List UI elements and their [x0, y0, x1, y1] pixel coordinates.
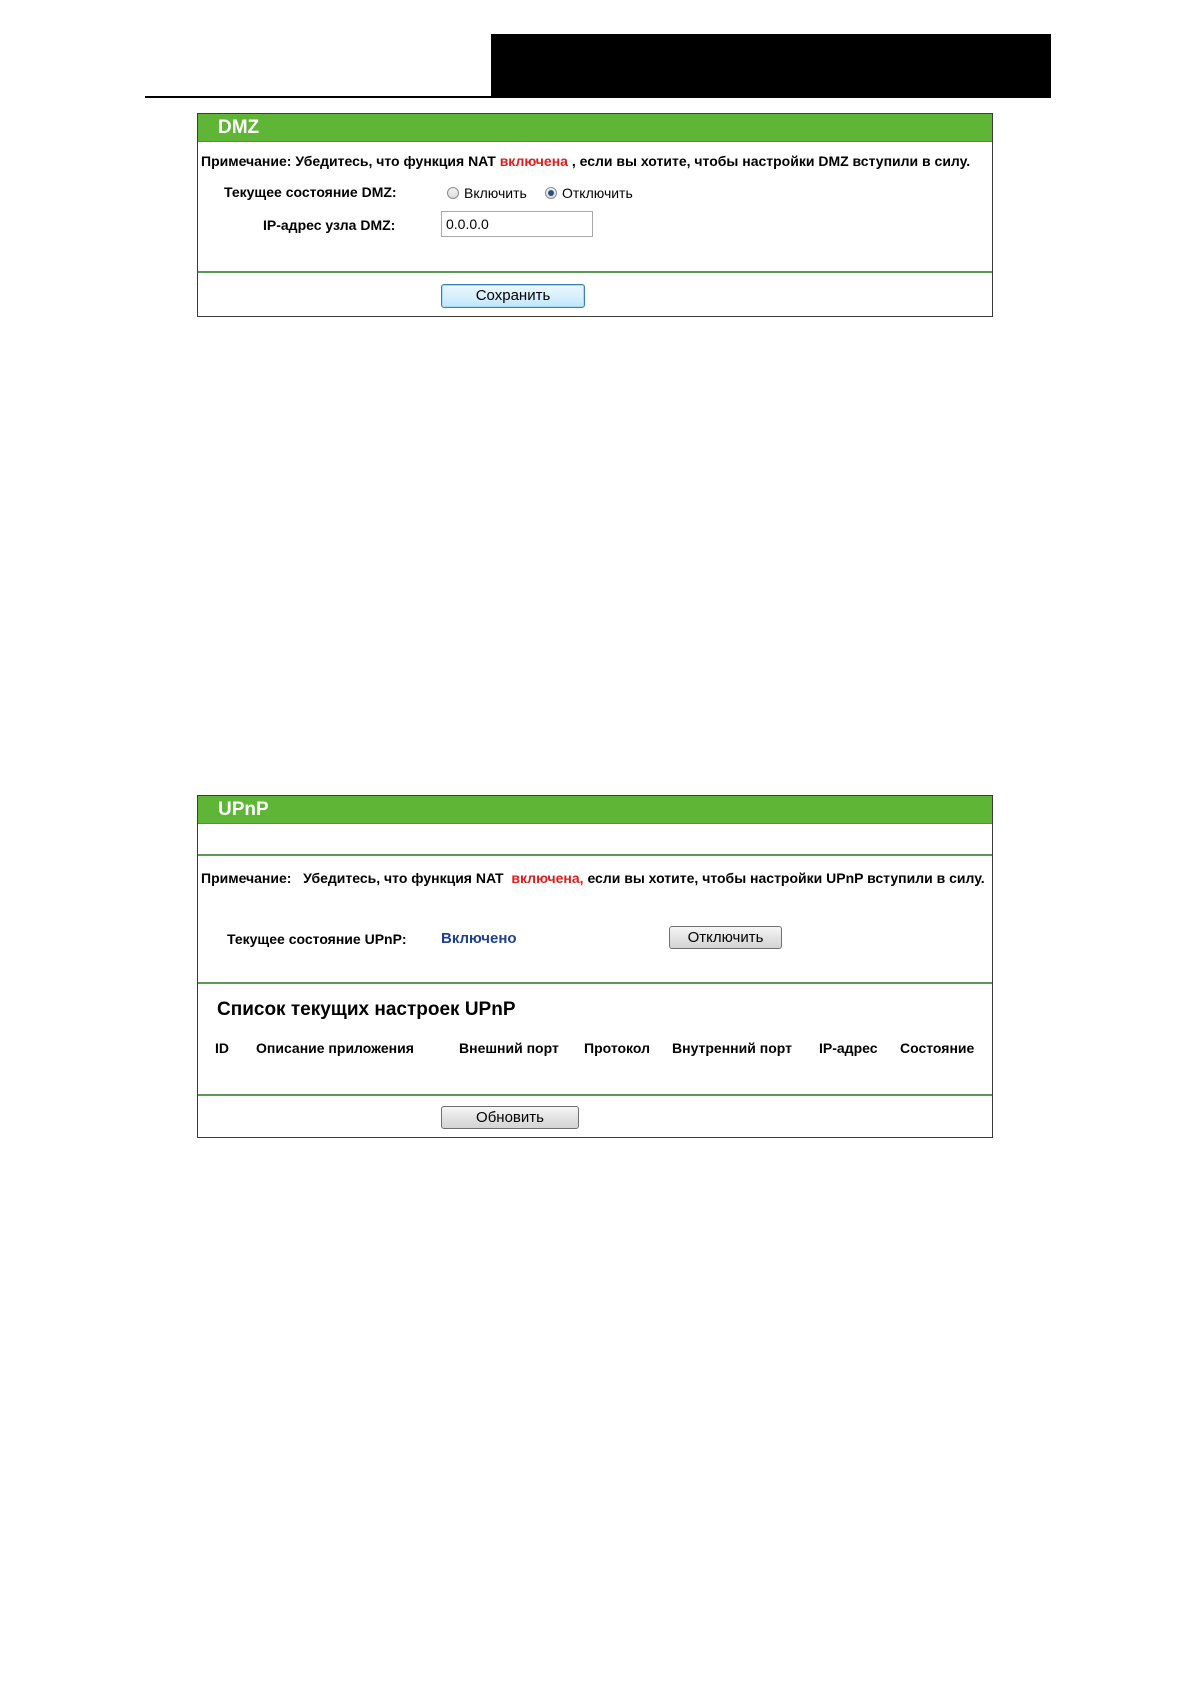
upnp-note-highlight: включена,: [511, 870, 584, 886]
radio-checked-icon[interactable]: [545, 187, 557, 199]
upnp-list-heading: Список текущих настроек UPnP: [217, 999, 516, 1020]
radio-unchecked-icon[interactable]: [447, 187, 459, 199]
dmz-note-suffix: , если вы хотите, чтобы настройки DMZ вступили в силу.: [571, 153, 971, 169]
dmz-note: [201, 153, 970, 169]
dmz-radio-disable[interactable]: [545, 184, 633, 202]
upnp-col-internal-port: Внутренний порт: [672, 1040, 792, 1056]
dmz-divider: [198, 271, 992, 273]
upnp-note-label: Примечание:: [201, 870, 292, 886]
dmz-radio-enable[interactable]: [447, 184, 527, 202]
document-header-bar: [491, 34, 1051, 96]
dmz-status-label: Текущее состояние DMZ:: [224, 184, 397, 200]
upnp-col-external-port: Внешний порт: [459, 1040, 559, 1056]
dmz-ip-label: IP-адрес узла DMZ:: [263, 217, 396, 233]
dmz-note-highlight: включена: [499, 153, 568, 169]
upnp-note-suffix: если вы хотите, чтобы настройки UPnP вступили в силу.: [587, 870, 985, 886]
save-button[interactable]: Сохранить: [441, 284, 585, 308]
document-header-rule: [145, 96, 1051, 98]
upnp-col-description: Описание приложения: [256, 1040, 414, 1056]
refresh-button[interactable]: Обновить: [441, 1106, 579, 1129]
dmz-radio-disable-label: Отключить: [562, 184, 633, 201]
upnp-col-status: Состояние: [900, 1040, 975, 1056]
upnp-divider-top: [198, 854, 992, 856]
upnp-note-prefix: Убедитесь, что функция NAT: [303, 870, 504, 886]
dmz-radio-enable-label: Включить: [464, 184, 527, 201]
upnp-disable-button[interactable]: Отключить: [669, 926, 782, 949]
upnp-status-label: Текущее состояние UPnP:: [227, 931, 407, 947]
upnp-col-protocol: Протокол: [584, 1040, 650, 1056]
upnp-panel-title: UPnP: [198, 796, 992, 824]
dmz-panel-title: DMZ: [198, 114, 992, 142]
dmz-ip-input[interactable]: [441, 211, 593, 237]
dmz-panel: [197, 113, 993, 317]
upnp-divider-bottom: [198, 1094, 992, 1096]
upnp-note: [201, 870, 985, 886]
upnp-col-ip-address: IP-адрес: [819, 1040, 878, 1056]
dmz-note-prefix: Примечание: Убедитесь, что функция NAT: [201, 153, 496, 169]
upnp-divider-middle: [198, 982, 992, 984]
upnp-status-value: Включено: [441, 930, 517, 947]
upnp-col-id: ID: [215, 1040, 229, 1056]
upnp-panel: [197, 795, 993, 1138]
